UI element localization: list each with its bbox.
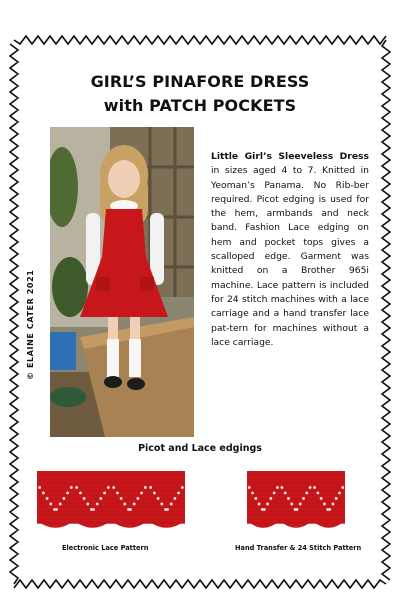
lace-eyelet (284, 492, 287, 495)
lace-eyelet (120, 497, 123, 500)
lace-eyelet (332, 503, 335, 506)
lace-eyelet (320, 497, 323, 500)
lace-eyelet (100, 497, 103, 500)
lace-eyelet (137, 497, 140, 500)
lace-eyelet (305, 492, 308, 495)
lace-eyelet (299, 503, 302, 506)
lace-eyelet (290, 503, 293, 506)
lace-eyelet (133, 503, 136, 506)
lace-eyelet (129, 508, 132, 511)
lace-eyelet (328, 508, 331, 511)
title-line-1: GIRL’S PINAFORE DRESS (90, 72, 310, 91)
lace-eyelet (273, 492, 276, 495)
lace-eyelet (75, 486, 78, 489)
border-zigzag-segment (10, 44, 18, 584)
lace-eyelet (79, 492, 82, 495)
lace-eyelet (269, 497, 272, 500)
lace-eyelet (341, 486, 344, 489)
border-zigzag-segment (382, 40, 390, 580)
lace-eyelet (63, 497, 66, 500)
lace-eyelet (160, 503, 163, 506)
lace-eyelet (248, 486, 251, 489)
pattern-description (211, 150, 369, 350)
description-lead: Little Girl’s Sleeveless Dress (211, 151, 369, 162)
lace-eyelet (59, 503, 62, 506)
lace-eyelet (38, 486, 41, 489)
title-line-2: with PATCH POCKETS (103, 96, 297, 115)
description-body: in sizes aged 4 to 7. Knitted in Yeoman’s Panama. No Rib-ber required. Picot edging is used for the hem, armbands and neck band. Fashion Lace edging on hem and pocket tops gives a scalloped edge. Garment was knitted on a Brother 965i machine. Lace pattern is included for 24 stitch machines with a lace carriage and a hand transfer lace pat-tern for machines without a lace carriage. (211, 165, 369, 348)
lace-eyelet (149, 486, 152, 489)
lace-eyelet (83, 497, 86, 500)
border-zigzag-segment (14, 36, 386, 44)
copyright-credit: © ELAINE CATER 2021 (26, 269, 35, 380)
lace-eyelet (258, 503, 261, 506)
lace-eyelet (309, 486, 312, 489)
lace-eyelet (157, 497, 160, 500)
lace-eyelet (263, 508, 266, 511)
lace-eyelet (281, 486, 284, 489)
border-zigzag-segment (14, 580, 386, 588)
lace-eyelet (70, 486, 73, 489)
lace-eyelet (287, 497, 290, 500)
lace-eyelet (49, 503, 52, 506)
lace-eyelet (302, 497, 305, 500)
lace-eyelet (254, 497, 257, 500)
lace-eyelet (177, 492, 180, 495)
lace-eyelet (276, 486, 279, 489)
lace-eyelet (86, 503, 89, 506)
lace-eyelet (323, 503, 326, 506)
edgings-caption: Picot and Lace edgings (138, 443, 262, 454)
lace-eyelet (338, 492, 341, 495)
lace-eyelet (174, 497, 177, 500)
hand-transfer-lace-swatch (247, 471, 345, 533)
lace-eyelet (140, 492, 143, 495)
lace-eyelet (66, 492, 69, 495)
lace-eyelet (335, 497, 338, 500)
lace-eyelet (144, 486, 147, 489)
electronic-lace-label: Electronic Lace Pattern (62, 544, 149, 552)
lace-eyelet (55, 508, 58, 511)
lace-eyelet (116, 492, 119, 495)
lace-eyelet (251, 492, 254, 495)
lace-eyelet (296, 508, 299, 511)
hand-transfer-label: Hand Transfer & 24 Stitch Pattern (235, 544, 362, 552)
lace-eyelet (123, 503, 126, 506)
lace-eyelet (46, 497, 49, 500)
lace-eyelet (96, 503, 99, 506)
lace-eyelet (92, 508, 95, 511)
electronic-lace-swatch (37, 471, 185, 533)
girl-pinafore-photo (50, 127, 194, 437)
lace-eyelet (107, 486, 110, 489)
lace-eyelet (166, 508, 169, 511)
lace-eyelet (103, 492, 106, 495)
lace-eyelet (316, 492, 319, 495)
lace-eyelet (170, 503, 173, 506)
lace-eyelet (181, 486, 184, 489)
lace-eyelet (42, 492, 45, 495)
lace-eyelet (112, 486, 115, 489)
lace-eyelet (313, 486, 316, 489)
lace-eyelet (266, 503, 269, 506)
lace-eyelet (153, 492, 156, 495)
